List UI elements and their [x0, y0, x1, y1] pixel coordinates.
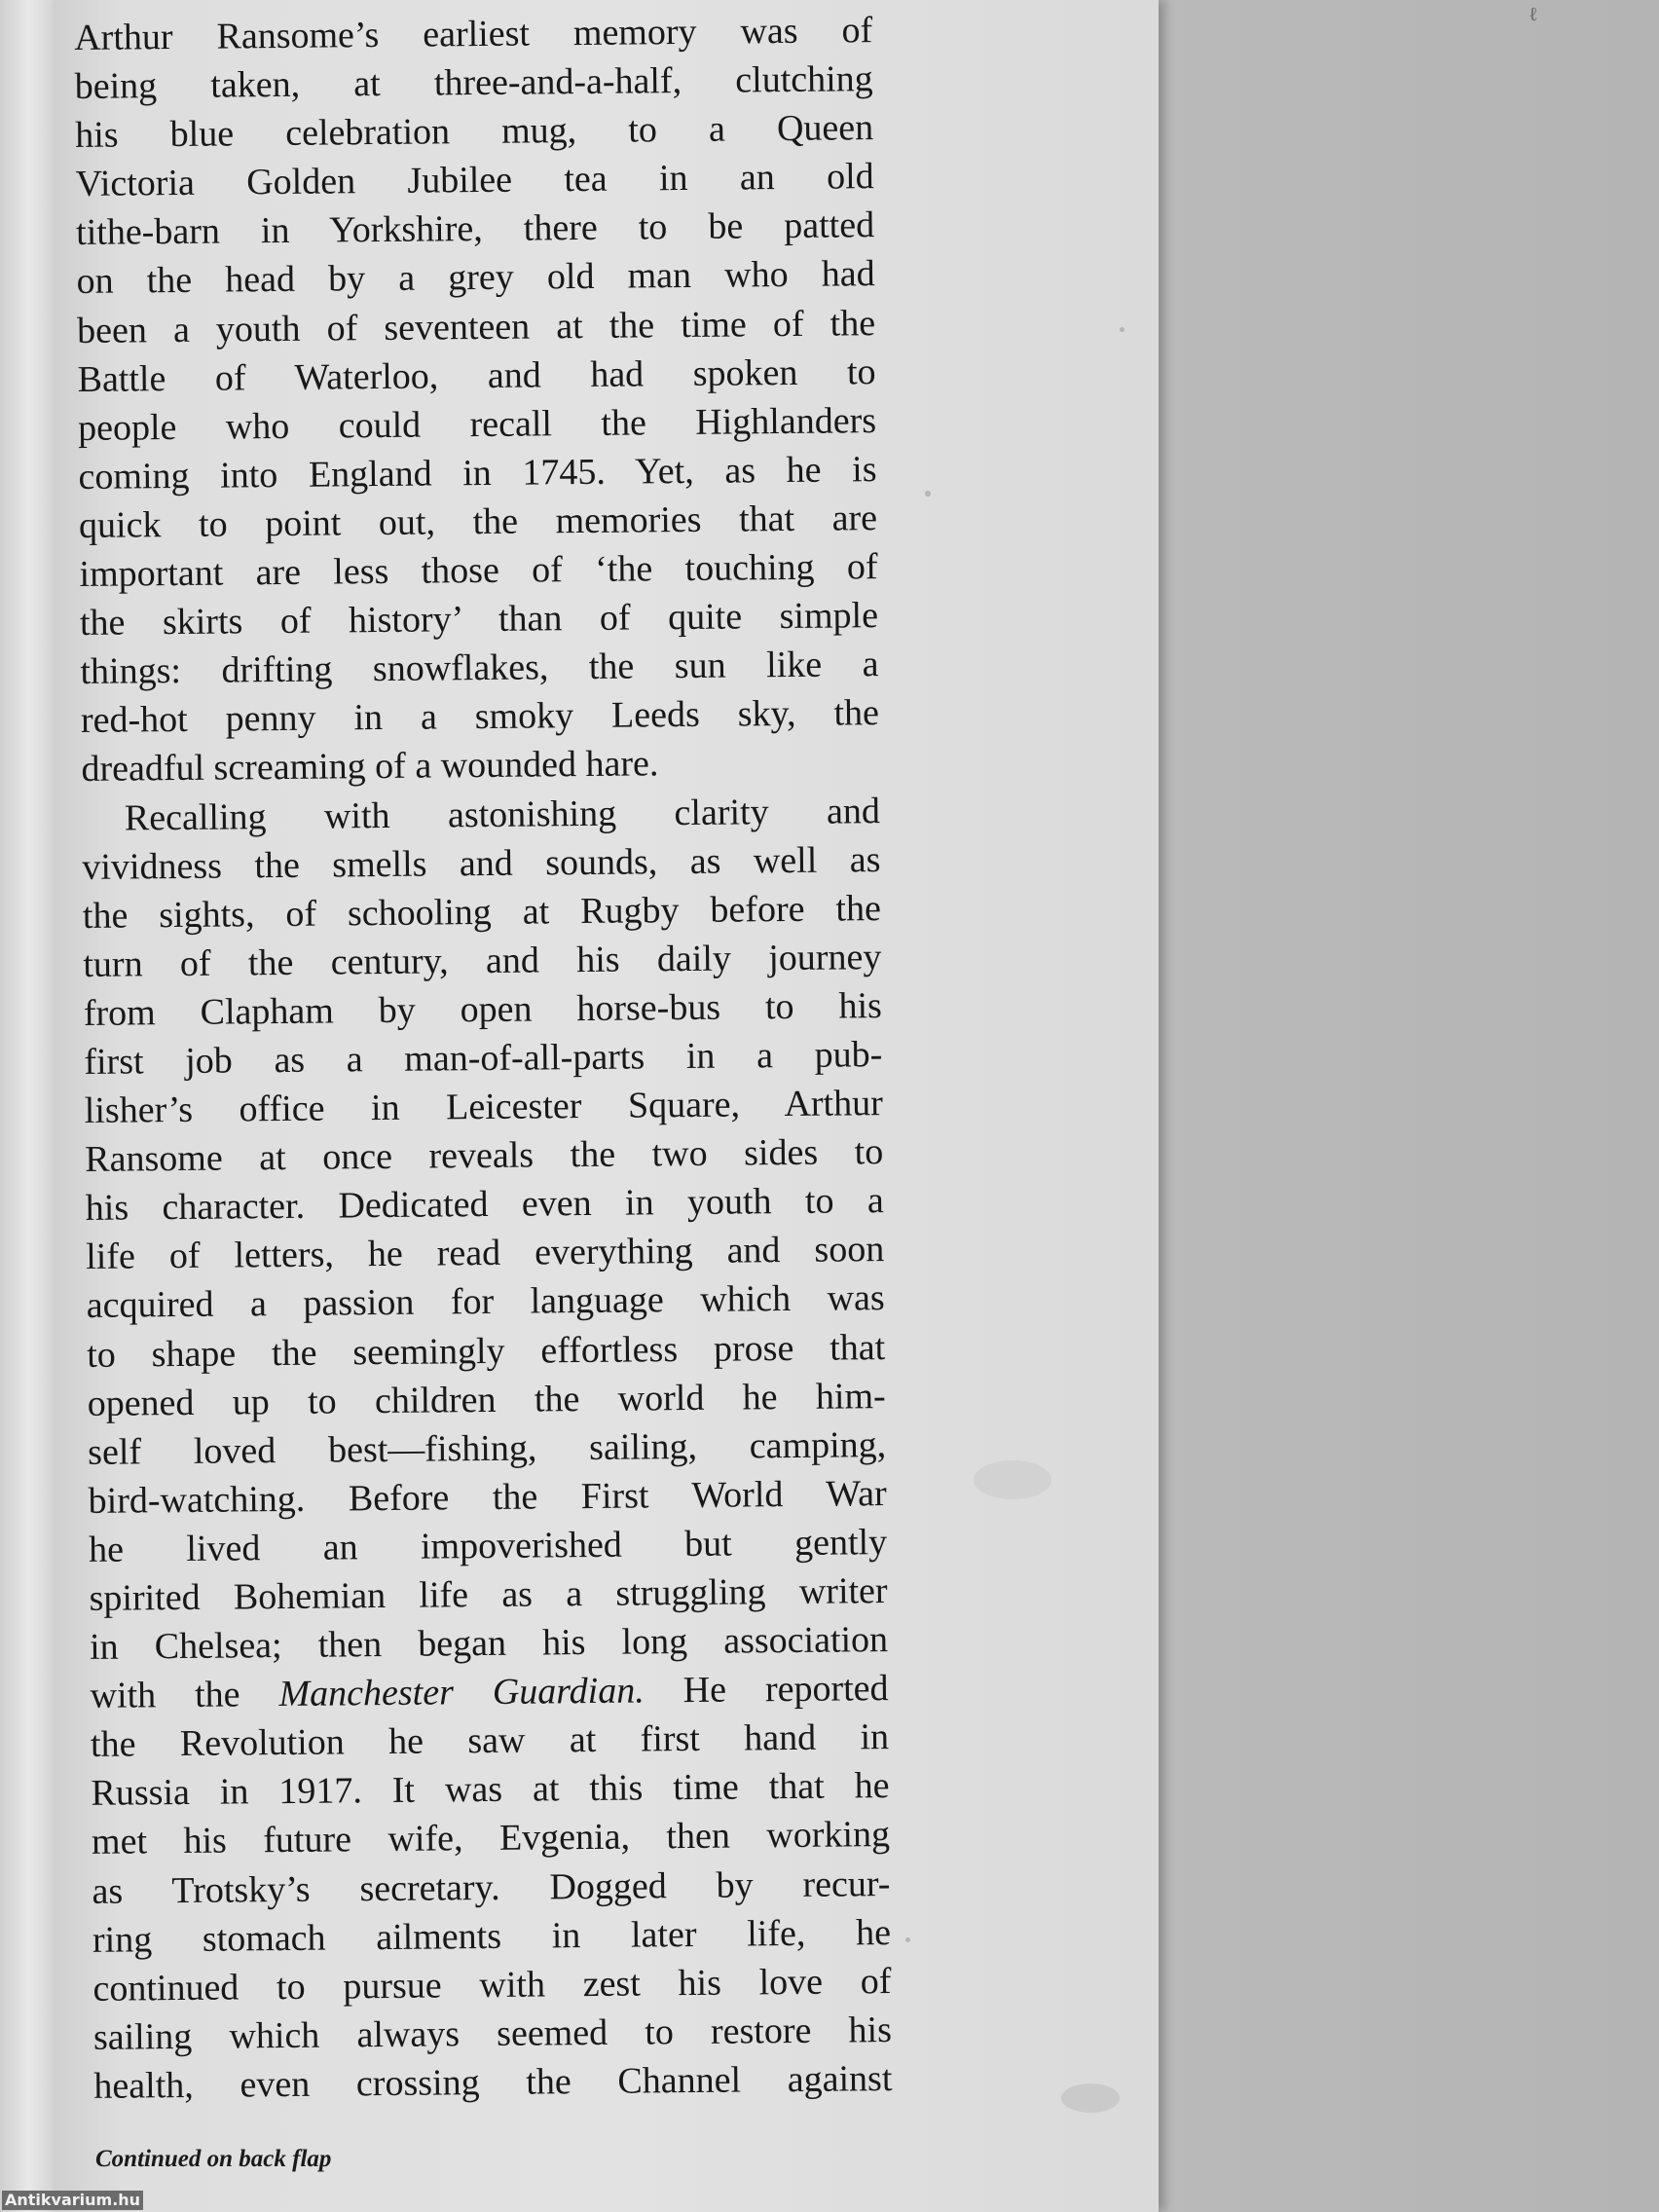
text-line: been a youth of seventeen at the time of the: [76, 302, 876, 351]
dust-speck: [1120, 327, 1124, 332]
text-line: Victoria Golden Jubilee tea in an old: [75, 156, 874, 205]
text-line: bird-watching. Before the First World War: [88, 1472, 887, 1522]
text-line: red-hot penny in a smoky Leeds sky, the: [80, 692, 880, 742]
text-line: the skirts of history’ than of quite simple: [79, 595, 879, 645]
continued-note: Continued on back flap: [95, 2146, 332, 2172]
text-line: Ransome at once reveals the two sides to: [85, 1131, 884, 1181]
text-line: dreadful screaming of a wounded hare.: [81, 743, 659, 791]
text-fragment: He reported: [644, 1668, 889, 1712]
text-line: health, even crossing the Channel against: [93, 2057, 893, 2107]
text-line: in Chelsea; then began his long association: [89, 1619, 889, 1669]
text-line: vividness the smells and sounds, as well as: [82, 838, 881, 888]
text-line: lisher’s office in Leicester Square, Arthur: [84, 1083, 883, 1132]
book-jacket-flap: [55, 0, 1159, 2212]
text-line: the Revolution he saw at first hand in: [90, 1716, 890, 1766]
text-line: Battle of Waterloo, and had spoken to: [77, 350, 876, 400]
text-line: continued to pursue with zest his love of: [92, 1960, 892, 2009]
text-line: the sights, of schooling at Rugby before the: [82, 887, 882, 937]
text-line: to shape the seemingly effortless prose that: [87, 1326, 886, 1376]
text-line: self loved best—fishing, sailing, camping,: [87, 1423, 887, 1473]
dust-speck: [974, 1460, 1051, 1499]
dust-speck: [925, 491, 931, 497]
text-line: people who could recall the Highlanders: [77, 399, 877, 449]
text-line: things: drifting snowflakes, the sun like a: [80, 644, 879, 693]
text-line: acquired a passion for language which was: [86, 1277, 885, 1327]
text-line: life of letters, he read everything and soon: [86, 1229, 885, 1278]
dust-speck: [905, 1937, 910, 1942]
text-line: as Trotsky’s secretary. Dogged by recur-: [92, 1862, 891, 1912]
text-line: opened up to children the world he him-: [87, 1375, 886, 1424]
text-line: sailing which always seemed to restore his: [92, 2009, 893, 2058]
text-line: his character. Dedicated even in youth to a: [85, 1180, 884, 1230]
text-line: his blue celebration mug, to a Queen: [75, 107, 874, 157]
text-line: from Clapham by open horse-bus to his: [83, 984, 883, 1034]
text-line: important are less those of ‘the touching of: [79, 546, 878, 596]
paragraph-2: [82, 784, 1165, 2111]
text-line: spirited Bohemian life as a struggling writer: [89, 1570, 888, 1619]
dust-speck: [1061, 2083, 1120, 2113]
text-line: tithe-barn in Yorkshire, there to be patted: [75, 204, 875, 254]
paragraph-1: [74, 3, 1153, 793]
text-line: Recalling with astonishing clarity and: [124, 790, 881, 839]
text-line: on the head by a grey old man who had: [76, 253, 875, 303]
newspaper-title: Manchester Guardian.: [278, 1670, 645, 1715]
text-line: turn of the century, and his daily journey: [83, 936, 882, 985]
text-line: quick to point out, the memories that are: [78, 498, 878, 546]
text-line: ring stomach ailments in later life, he: [92, 1911, 892, 1961]
pencil-mark: ℓ: [1529, 2, 1538, 25]
text-line: first job as a man-of-all-parts in a pub-: [84, 1034, 883, 1083]
text-line: with the Manchester Guardian. He reported: [90, 1668, 889, 1717]
text-line: Arthur Ransome’s earliest memory was of: [74, 10, 873, 58]
flap-text-block: [74, 3, 1165, 2110]
text-line: Russia in 1917. It was at this time that he: [91, 1765, 890, 1815]
text-line: met his future wife, Evgenia, then working: [91, 1814, 891, 1863]
left-page-edge: [0, 0, 60, 2212]
watermark-label: Antikvarium.hu: [2, 2191, 143, 2210]
text-line: he lived an impoverished but gently: [88, 1521, 888, 1570]
text-line: being taken, at three-and-a-half, clutching: [74, 58, 873, 108]
text-line: coming into England in 1745. Yet, as he is: [78, 448, 877, 498]
